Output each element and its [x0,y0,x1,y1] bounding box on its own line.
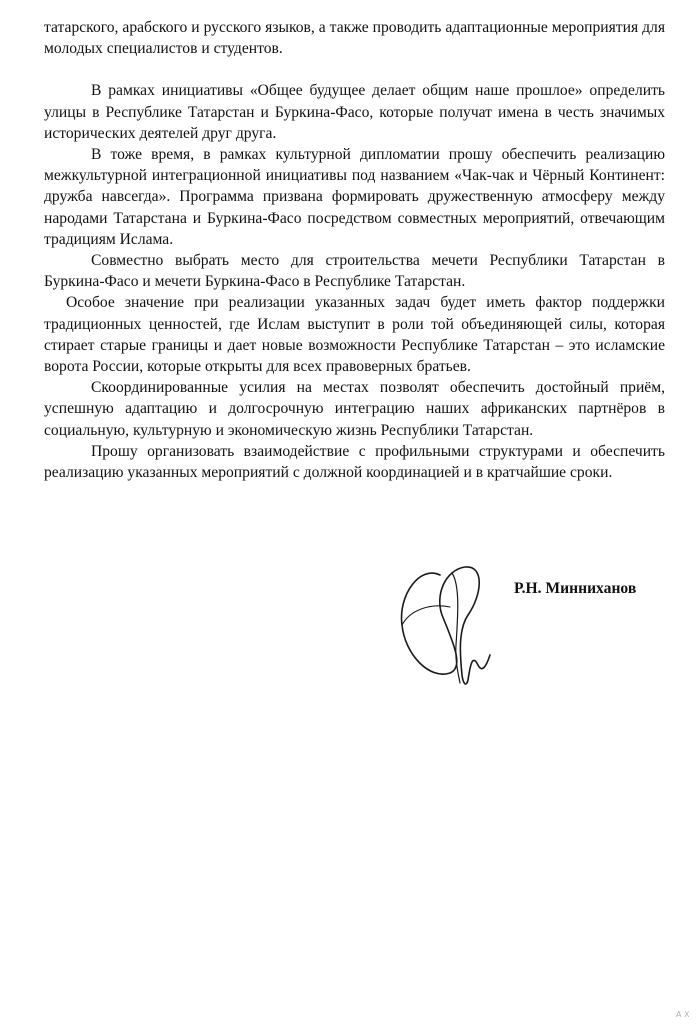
paragraph-cultural-diplomacy: В тоже время, в рамках культурной дипломатии прошу обеспечить реализацию межкультурной интеграционной инициативы под названием «Чак-чак и Чёрный Континент: дружба навсегда». Программа призвана формировать дружественную атмосферу между народами Татарстана и Буркина-Фасо посредством совместных мероприятий, отвечающим традициям Ислама. [44,146,665,248]
signatory-name: Р.Н. Минниханов [514,580,637,597]
paragraph-gap [44,59,665,80]
corner-mark: А Х [676,1010,690,1019]
paragraph-streets: В рамках инициативы «Общее будущее делает общим наше прошлое» определить улицы в Республике Татарстан и Буркина-Фасо, которые получат имена в честь значимых исторических деятелей друг друга. [44,82,665,142]
paragraph-mosques: Совместно выбрать место для строительства мечети Республики Татарстан в Буркина-Фасо и мечети Буркина-Фасо в Республике Татарстан. [44,252,665,291]
paragraph-coordinated-efforts: Скоординированные усилия на местах позволят обеспечить достойный приём, успешную адаптацию и долгосрочную интеграцию наших африканских партнёров в социальную, культурную и экономическую жизнь Республики Татарстан. [44,379,665,439]
paragraph-traditional-values: Особое значение при реализации указанных задач будет иметь фактор поддержки традиционных ценностей, где Ислам выступит в роли той объединяющей силы, которая стирает старые границы и дает новые возможности Республике Татарстан – это исламские ворота России, которые открыты для всех правоверных братьев. [44,294,665,376]
document-body [44,17,665,483]
handwritten-signature [390,555,515,690]
paragraph-request: Прошу организовать взаимодействие с профильными структурами и обеспечить реализацию указанных мероприятий с должной координацией и в кратчайшие сроки. [44,442,665,482]
paragraph-continuation: татарского, арабского и русского языков, а также проводить адаптационные мероприятия для молодых специалистов и студентов. [44,19,665,58]
